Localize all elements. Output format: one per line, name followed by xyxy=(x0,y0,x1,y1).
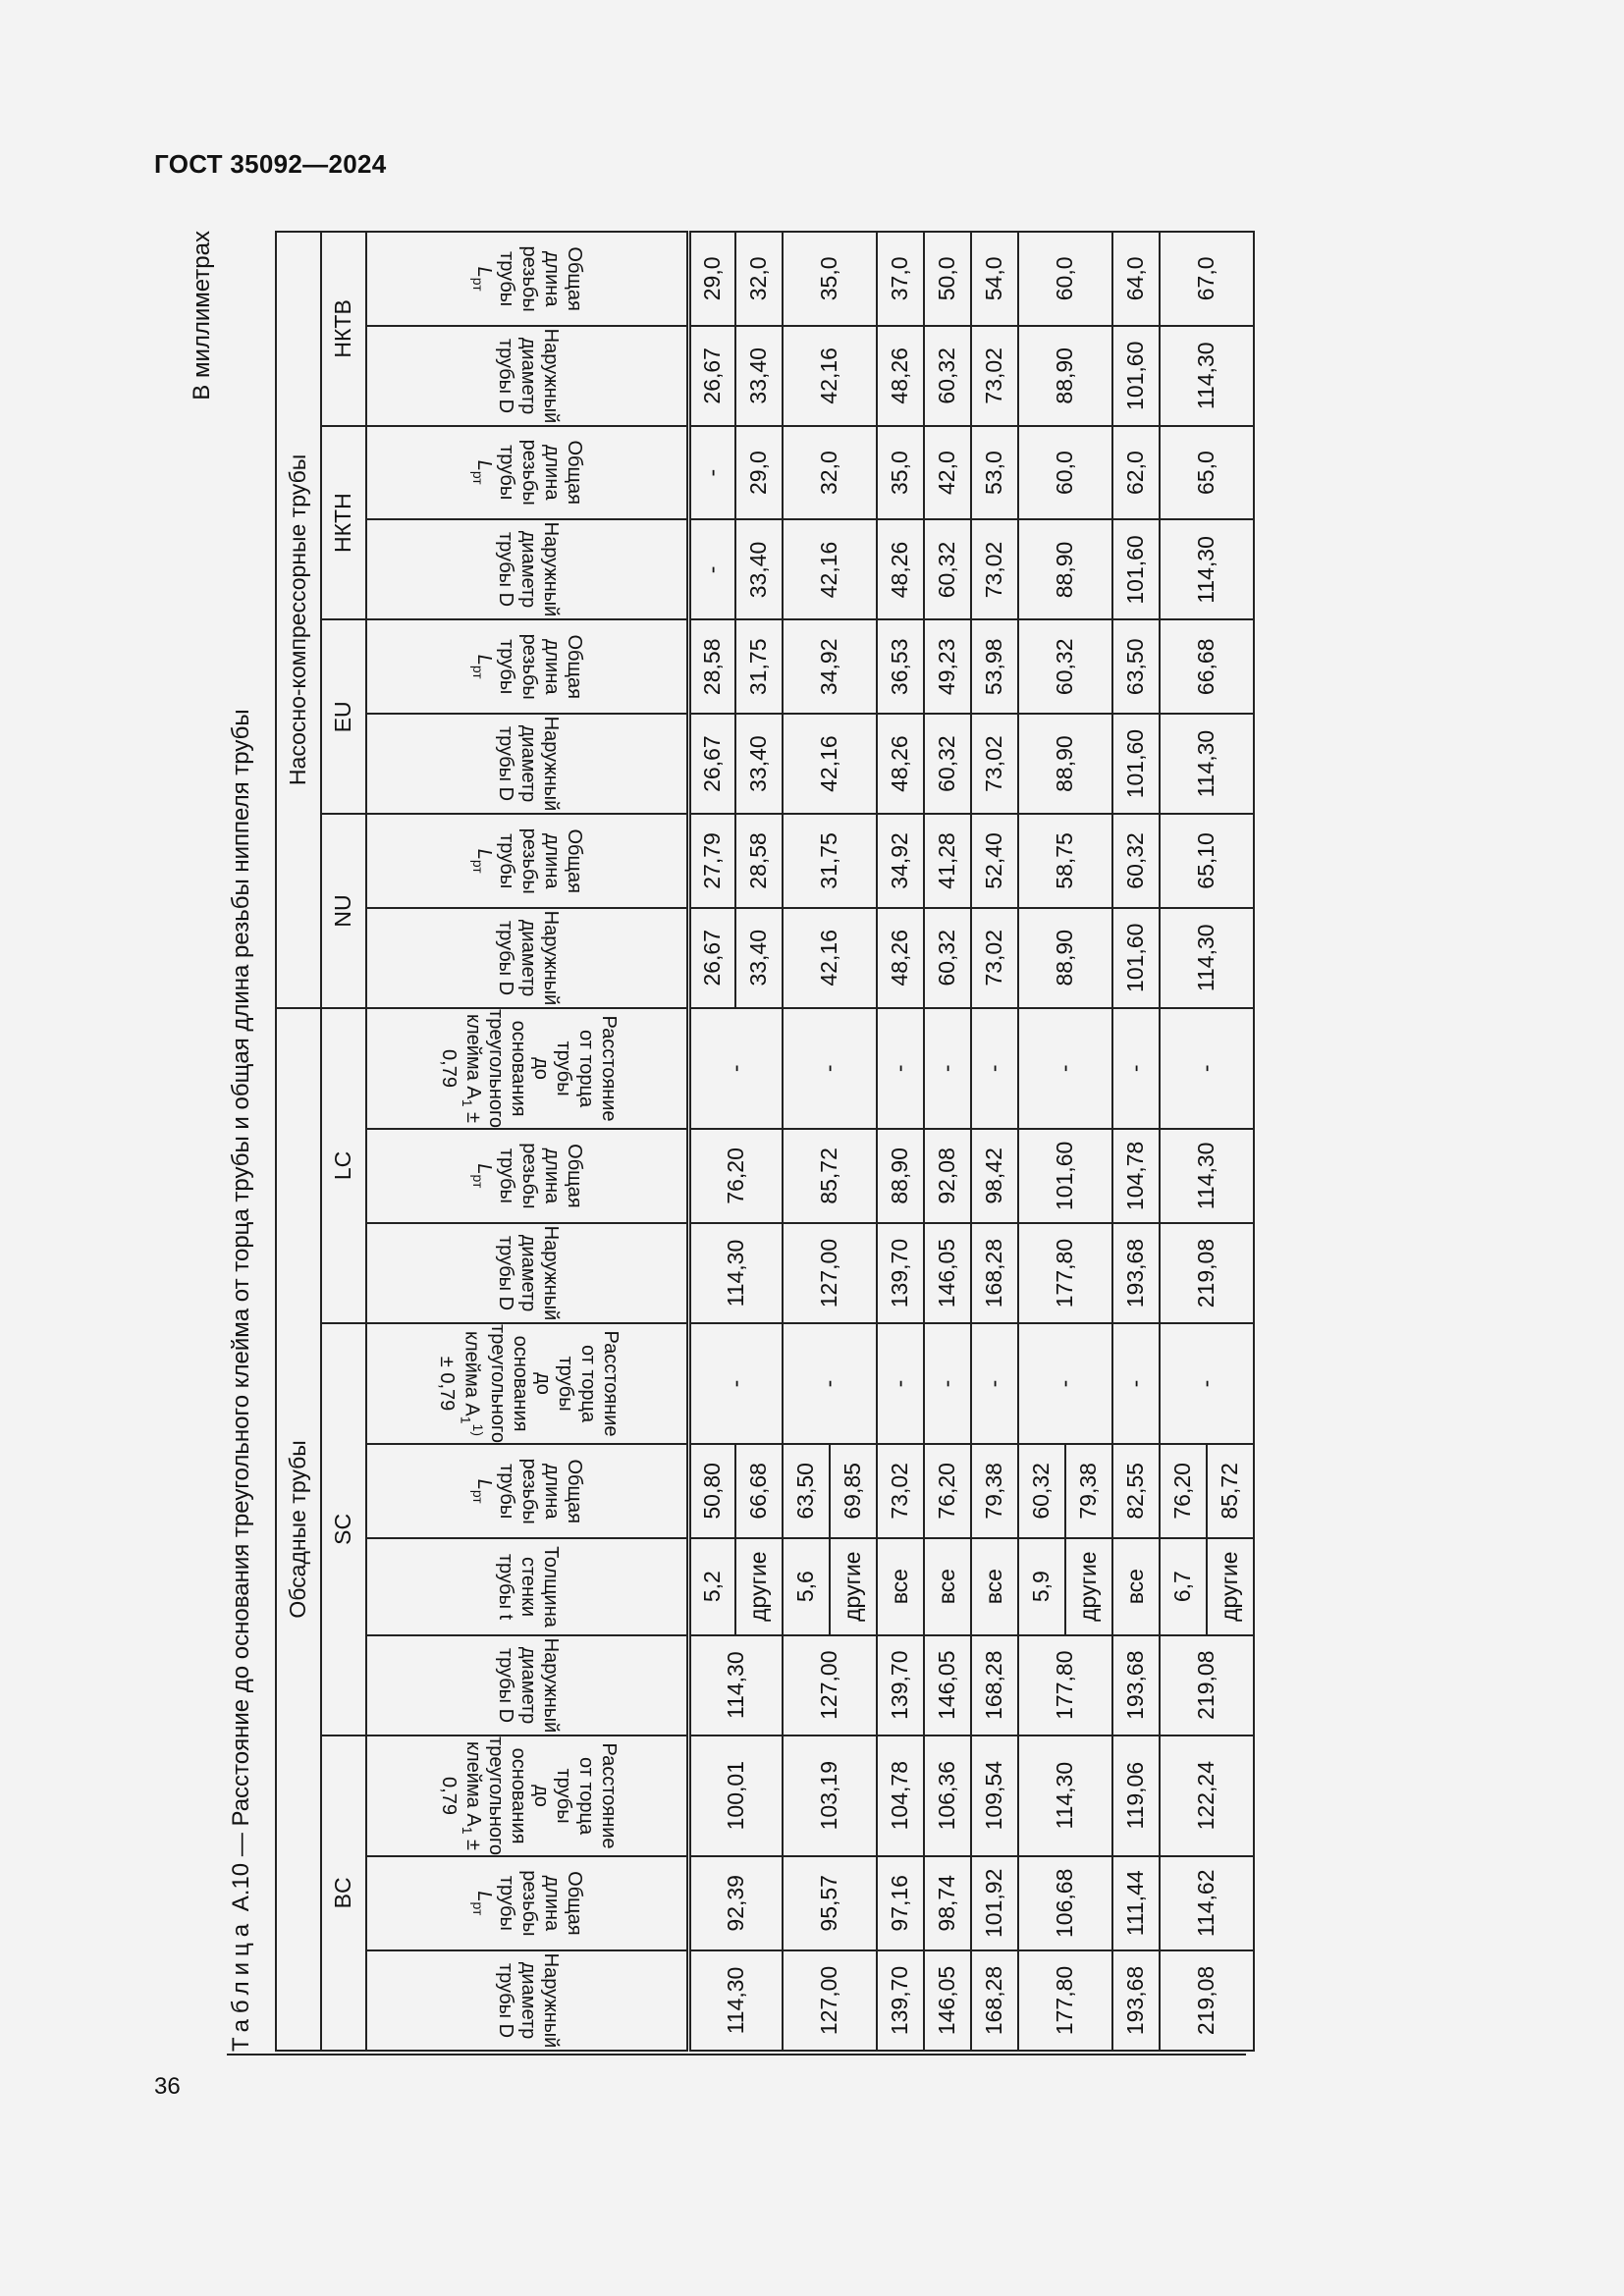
cell-sc-lpt: 85,72 xyxy=(1207,1444,1254,1538)
group-casing: Обсадные трубы xyxy=(276,1008,321,2051)
cell-nktv-od: 26,67 xyxy=(688,326,735,426)
cell-sc-dist: - xyxy=(1160,1323,1254,1444)
cell-nu-od: 60,32 xyxy=(924,908,971,1008)
cell-lc-lpt: 101,60 xyxy=(1018,1129,1112,1223)
header-nu-outer-diameter: Наружный диаметр трубы D xyxy=(366,908,688,1008)
cell-bc-od: 114,30 xyxy=(688,1950,783,2051)
cell-bc-dist: 104,78 xyxy=(877,1735,924,1856)
cell-nu-lpt: 41,28 xyxy=(924,814,971,908)
units-note: В миллиметрах xyxy=(189,231,215,400)
cell-sc-t: все xyxy=(1112,1538,1160,1635)
cell-sc-lpt: 63,50 xyxy=(783,1444,830,1538)
cell-sc-dist: - xyxy=(924,1323,971,1444)
cell-lc-dist: - xyxy=(783,1008,877,1129)
data-table xyxy=(275,231,1255,2052)
cell-nktv-lpt: 32,0 xyxy=(735,232,783,326)
cell-lc-dist: - xyxy=(1112,1008,1160,1129)
subgroup-lc: LC xyxy=(321,1008,366,1323)
cell-nu-od: 114,30 xyxy=(1160,908,1254,1008)
cell-eu-lpt: 53,98 xyxy=(971,619,1018,714)
cell-sc-lpt: 60,32 xyxy=(1018,1444,1065,1538)
header-eu-thread-length: Общая длина резьбы трубы $L_{рт}$ xyxy=(366,619,688,714)
cell-sc-t: другие xyxy=(1207,1538,1254,1635)
cell-sc-dist: - xyxy=(688,1323,783,1444)
cell-nu-lpt: 28,58 xyxy=(735,814,783,908)
cell-nktn-od: 48,26 xyxy=(877,519,924,619)
cell-nktv-od: 114,30 xyxy=(1160,326,1254,426)
cell-bc-od: 193,68 xyxy=(1112,1950,1160,2051)
document-header: ГОСТ 35092—2024 xyxy=(154,149,387,179)
header-lc-outer-diameter: Наружный диаметр трубы D xyxy=(366,1223,688,1323)
header-nu-thread-length: Общая длина резьбы трубы $L_{рт}$ xyxy=(366,814,688,908)
cell-bc-lpt: 98,74 xyxy=(924,1856,971,1950)
cell-eu-od: 48,26 xyxy=(877,714,924,814)
cell-eu-od: 26,67 xyxy=(688,714,735,814)
cell-bc-lpt: 106,68 xyxy=(1018,1856,1112,1950)
caption-label: Таблица xyxy=(228,1917,254,2052)
subgroup-sc: SC xyxy=(321,1323,366,1735)
cell-sc-od: 219,08 xyxy=(1160,1635,1254,1735)
cell-sc-t: все xyxy=(924,1538,971,1635)
cell-sc-lpt: 66,68 xyxy=(735,1444,783,1538)
cell-eu-lpt: 31,75 xyxy=(735,619,783,714)
cell-sc-t: другие xyxy=(830,1538,877,1635)
cell-lc-lpt: 88,90 xyxy=(877,1129,924,1223)
cell-eu-od: 60,32 xyxy=(924,714,971,814)
header-lc-thread-length: Общая длина резьбы трубы $L_{рт}$ xyxy=(366,1129,688,1223)
header-sc-distance: Расстояние от торца трубы до основания треугольного клейма $А_1^{1)} \pm 0,79$ xyxy=(366,1323,688,1444)
cell-nu-od: 26,67 xyxy=(688,908,735,1008)
cell-sc-t: другие xyxy=(1065,1538,1112,1635)
cell-nu-lpt: 58,75 xyxy=(1018,814,1112,908)
table-caption xyxy=(228,709,255,2052)
cell-nu-lpt: 31,75 xyxy=(783,814,877,908)
cell-sc-t: 6,7 xyxy=(1160,1538,1207,1635)
cell-nktv-lpt: 37,0 xyxy=(877,232,924,326)
cell-eu-lpt: 60,32 xyxy=(1018,619,1112,714)
cell-nu-od: 101,60 xyxy=(1112,908,1160,1008)
cell-lc-dist: - xyxy=(924,1008,971,1129)
cell-nktv-od: 60,32 xyxy=(924,326,971,426)
cell-bc-od: 127,00 xyxy=(783,1950,877,2051)
cell-eu-od: 73,02 xyxy=(971,714,1018,814)
cell-sc-lpt: 79,38 xyxy=(971,1444,1018,1538)
cell-nktn-lpt: 62,0 xyxy=(1112,426,1160,520)
cell-lc-lpt: 76,20 xyxy=(688,1129,783,1223)
cell-lc-dist: - xyxy=(688,1008,783,1129)
cell-sc-od: 127,00 xyxy=(783,1635,877,1735)
header-sc-outer-diameter: Наружный диаметр трубы D xyxy=(366,1635,688,1735)
cell-eu-lpt: 49,23 xyxy=(924,619,971,714)
rotated-table-area xyxy=(147,231,1247,2052)
cell-lc-lpt: 104,78 xyxy=(1112,1129,1160,1223)
cell-lc-od: 146,05 xyxy=(924,1223,971,1323)
cell-lc-od: 219,08 xyxy=(1160,1223,1254,1323)
cell-nu-lpt: 52,40 xyxy=(971,814,1018,908)
cell-lc-lpt: 114,30 xyxy=(1160,1129,1254,1223)
cell-lc-dist: - xyxy=(1160,1008,1254,1129)
cell-nu-od: 73,02 xyxy=(971,908,1018,1008)
cell-bc-dist: 122,24 xyxy=(1160,1735,1254,1856)
cell-lc-dist: - xyxy=(1018,1008,1112,1129)
cell-sc-t: 5,2 xyxy=(688,1538,735,1635)
cell-nktn-od: 101,60 xyxy=(1112,519,1160,619)
cell-sc-lpt: 76,20 xyxy=(924,1444,971,1538)
cell-bc-lpt: 111,44 xyxy=(1112,1856,1160,1950)
page-number: 36 xyxy=(154,2073,181,2100)
cell-bc-od: 219,08 xyxy=(1160,1950,1254,2051)
cell-sc-od: 168,28 xyxy=(971,1635,1018,1735)
cell-sc-t: все xyxy=(877,1538,924,1635)
cell-lc-dist: - xyxy=(877,1008,924,1129)
cell-nktn-od: 42,16 xyxy=(783,519,877,619)
cell-eu-lpt: 63,50 xyxy=(1112,619,1160,714)
cell-sc-dist: - xyxy=(877,1323,924,1444)
cell-sc-od: 177,80 xyxy=(1018,1635,1112,1735)
cell-sc-t: 5,9 xyxy=(1018,1538,1065,1635)
cell-eu-od: 42,16 xyxy=(783,714,877,814)
cell-nu-lpt: 65,10 xyxy=(1160,814,1254,908)
cell-nu-od: 42,16 xyxy=(783,908,877,1008)
cell-lc-lpt: 98,42 xyxy=(971,1129,1018,1223)
header-eu-outer-diameter: Наружный диаметр трубы D xyxy=(366,714,688,814)
cell-nu-lpt: 60,32 xyxy=(1112,814,1160,908)
header-lc-distance: Расстояние от торца трубы до основания треугольного клейма $А_1 \pm 0,79$ xyxy=(366,1008,688,1129)
group-tubing: Насосно-компрессорные трубы xyxy=(276,232,321,1008)
cell-sc-lpt: 69,85 xyxy=(830,1444,877,1538)
cell-eu-lpt: 28,58 xyxy=(688,619,735,714)
cell-sc-od: 146,05 xyxy=(924,1635,971,1735)
cell-nktv-od: 42,16 xyxy=(783,326,877,426)
cell-sc-dist: - xyxy=(783,1323,877,1444)
cell-bc-dist: 106,36 xyxy=(924,1735,971,1856)
cell-bc-od: 168,28 xyxy=(971,1950,1018,2051)
cell-bc-od: 139,70 xyxy=(877,1950,924,2051)
cell-bc-lpt: 97,16 xyxy=(877,1856,924,1950)
cell-nktn-lpt: 53,0 xyxy=(971,426,1018,520)
header-nktv-outer-diameter: Наружный диаметр трубы D xyxy=(366,326,688,426)
cell-nktn-od: 114,30 xyxy=(1160,519,1254,619)
cell-bc-dist: 109,54 xyxy=(971,1735,1018,1856)
cell-sc-t: 5,6 xyxy=(783,1538,830,1635)
cell-nktv-lpt: 64,0 xyxy=(1112,232,1160,326)
header-nktn-thread-length: Общая длина резьбы трубы $L_{рт}$ xyxy=(366,426,688,520)
cell-nktn-lpt: - xyxy=(688,426,735,520)
caption-text: А.10 — Расстояние до основания треугольного клейма от торца трубы и общая длина резьбы ниппеля трубы xyxy=(228,709,254,1912)
cell-nktn-lpt: 65,0 xyxy=(1160,426,1254,520)
cell-bc-lpt: 101,92 xyxy=(971,1856,1018,1950)
cell-sc-od: 193,68 xyxy=(1112,1635,1160,1735)
cell-sc-t: все xyxy=(971,1538,1018,1635)
cell-nktv-od: 88,90 xyxy=(1018,326,1112,426)
cell-sc-dist: - xyxy=(1112,1323,1160,1444)
cell-bc-lpt: 92,39 xyxy=(688,1856,783,1950)
cell-nktv-od: 33,40 xyxy=(735,326,783,426)
header-bc-thread-length: Общая длина резьбы трубы $L_{рт}$ xyxy=(366,1856,688,1950)
cell-bc-lpt: 95,57 xyxy=(783,1856,877,1950)
cell-nktn-od: 33,40 xyxy=(735,519,783,619)
cell-nu-od: 88,90 xyxy=(1018,908,1112,1008)
subgroup-eu: EU xyxy=(321,619,366,814)
cell-nktv-lpt: 50,0 xyxy=(924,232,971,326)
cell-eu-od: 114,30 xyxy=(1160,714,1254,814)
subgroup-nktv: НКТВ xyxy=(321,232,366,426)
cell-nktn-od: 73,02 xyxy=(971,519,1018,619)
cell-lc-od: 127,00 xyxy=(783,1223,877,1323)
cell-bc-lpt: 114,62 xyxy=(1160,1856,1254,1950)
cell-nktv-lpt: 35,0 xyxy=(783,232,877,326)
subgroup-bc: BC xyxy=(321,1735,366,2051)
cell-nktn-lpt: 32,0 xyxy=(783,426,877,520)
cell-sc-lpt: 50,80 xyxy=(688,1444,735,1538)
cell-sc-od: 139,70 xyxy=(877,1635,924,1735)
cell-lc-od: 114,30 xyxy=(688,1223,783,1323)
cell-bc-dist: 119,06 xyxy=(1112,1735,1160,1856)
cell-nu-od: 33,40 xyxy=(735,908,783,1008)
cell-sc-lpt: 76,20 xyxy=(1160,1444,1207,1538)
header-nktv-thread-length: Общая длина резьбы трубы $L_{рт}$ xyxy=(366,232,688,326)
header-sc-thread-length: Общая длина резьбы трубы $L_{рт}$ xyxy=(366,1444,688,1538)
cell-eu-od: 33,40 xyxy=(735,714,783,814)
subgroup-nu: NU xyxy=(321,814,366,1008)
cell-bc-od: 177,80 xyxy=(1018,1950,1112,2051)
header-sc-wall-thickness: Толщина стенки трубы t xyxy=(366,1538,688,1635)
cell-sc-lpt: 73,02 xyxy=(877,1444,924,1538)
cell-nktv-lpt: 29,0 xyxy=(688,232,735,326)
cell-nktn-od: 60,32 xyxy=(924,519,971,619)
cell-eu-od: 101,60 xyxy=(1112,714,1160,814)
bottom-rule xyxy=(227,2054,1246,2056)
cell-nktn-lpt: 35,0 xyxy=(877,426,924,520)
cell-bc-dist: 103,19 xyxy=(783,1735,877,1856)
cell-nu-lpt: 34,92 xyxy=(877,814,924,908)
cell-lc-lpt: 85,72 xyxy=(783,1129,877,1223)
cell-nu-od: 48,26 xyxy=(877,908,924,1008)
cell-nktv-od: 73,02 xyxy=(971,326,1018,426)
cell-eu-lpt: 34,92 xyxy=(783,619,877,714)
cell-sc-lpt: 79,38 xyxy=(1065,1444,1112,1538)
cell-lc-od: 168,28 xyxy=(971,1223,1018,1323)
cell-nktv-od: 101,60 xyxy=(1112,326,1160,426)
cell-nktv-od: 48,26 xyxy=(877,326,924,426)
cell-nktv-lpt: 54,0 xyxy=(971,232,1018,326)
cell-sc-dist: - xyxy=(1018,1323,1112,1444)
table-wrapper xyxy=(275,231,1255,2052)
cell-eu-od: 88,90 xyxy=(1018,714,1112,814)
header-bc-distance: Расстояние от торца трубы до основания треугольного клейма $А_1 \pm 0,79$ xyxy=(366,1735,688,1856)
cell-nktn-lpt: 60,0 xyxy=(1018,426,1112,520)
cell-eu-lpt: 66,68 xyxy=(1160,619,1254,714)
cell-lc-dist: - xyxy=(971,1008,1018,1129)
cell-lc-od: 193,68 xyxy=(1112,1223,1160,1323)
cell-nu-lpt: 27,79 xyxy=(688,814,735,908)
header-bc-outer-diameter: Наружный диаметр трубы D xyxy=(366,1950,688,2051)
cell-bc-od: 146,05 xyxy=(924,1950,971,2051)
cell-nktn-od: - xyxy=(688,519,735,619)
cell-nktv-lpt: 60,0 xyxy=(1018,232,1112,326)
cell-sc-t: другие xyxy=(735,1538,783,1635)
cell-bc-dist: 114,30 xyxy=(1018,1735,1112,1856)
cell-bc-dist: 100,01 xyxy=(688,1735,783,1856)
cell-nktv-lpt: 67,0 xyxy=(1160,232,1254,326)
subgroup-nktn: НКТН xyxy=(321,426,366,620)
cell-sc-dist: - xyxy=(971,1323,1018,1444)
cell-nktn-lpt: 29,0 xyxy=(735,426,783,520)
header-nktn-outer-diameter: Наружный диаметр трубы D xyxy=(366,519,688,619)
cell-lc-lpt: 92,08 xyxy=(924,1129,971,1223)
cell-nktn-od: 88,90 xyxy=(1018,519,1112,619)
cell-eu-lpt: 36,53 xyxy=(877,619,924,714)
cell-lc-od: 177,80 xyxy=(1018,1223,1112,1323)
cell-sc-od: 114,30 xyxy=(688,1635,783,1735)
cell-lc-od: 139,70 xyxy=(877,1223,924,1323)
cell-nktn-lpt: 42,0 xyxy=(924,426,971,520)
cell-sc-lpt: 82,55 xyxy=(1112,1444,1160,1538)
